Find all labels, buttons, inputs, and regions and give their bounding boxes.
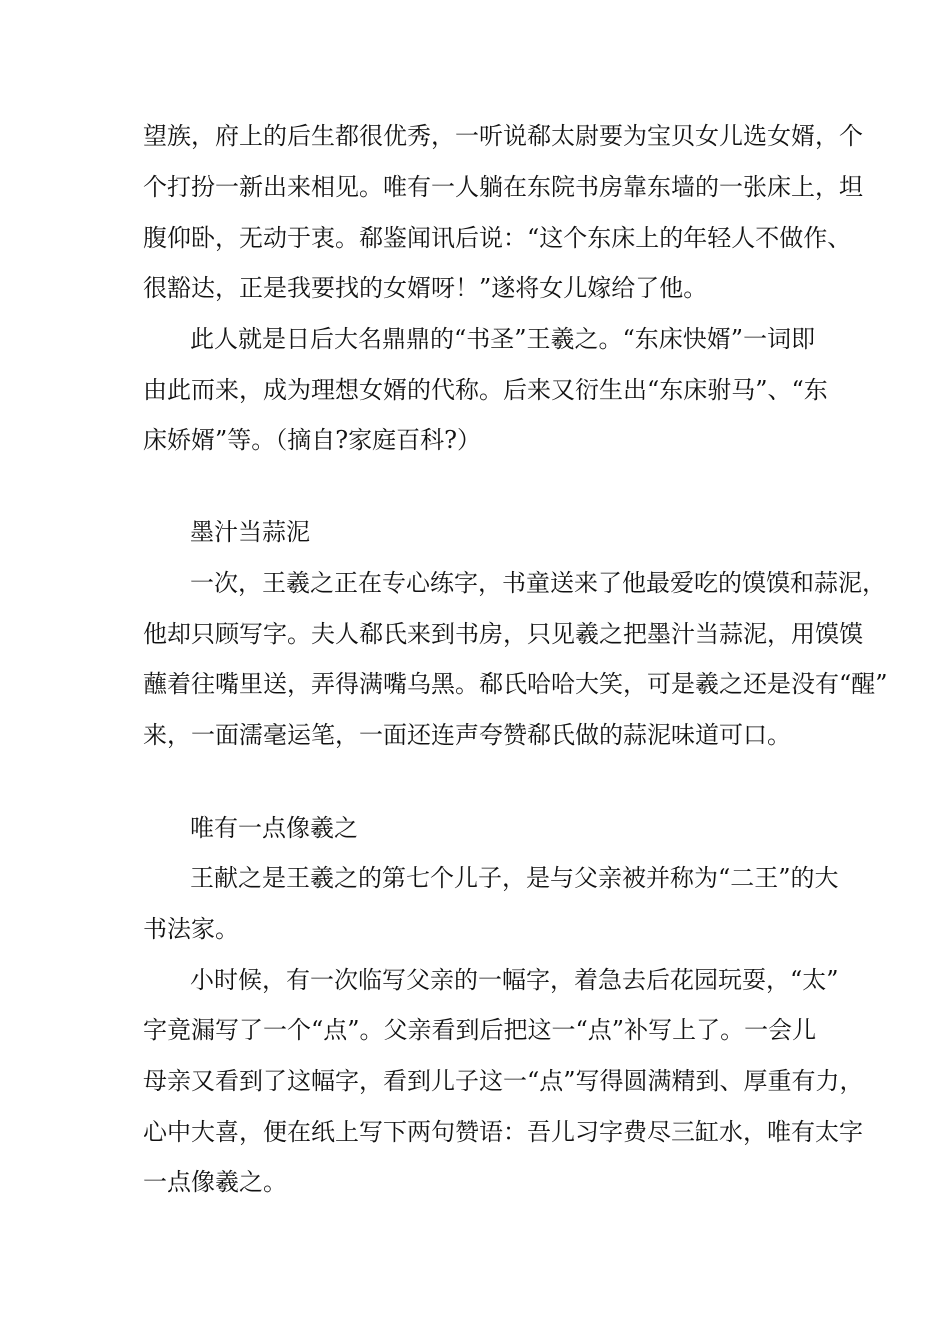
text-line: 望族，府上的后生都很优秀，一听说郗太尉要为宝贝女儿选女婿，个 xyxy=(143,122,863,150)
text-line: 由此而来，成为理想女婿的代称。后来又衍生出“东床驸马”、“东 xyxy=(143,376,828,404)
text-line: 来，一面濡毫运笔，一面还连声夸赞郗氏做的蒜泥味道可口。 xyxy=(143,721,791,749)
text-line: 字竟漏写了一个“点”。父亲看到后把这一“点”补写上了。一会儿 xyxy=(143,1016,817,1044)
text-line: 床娇婿”等。（摘自?家庭百科?） xyxy=(143,426,482,454)
text-line: 一次，王羲之正在专心练字，书童送来了他最爱吃的馍馍和蒜泥， xyxy=(190,569,886,597)
text-line: 王献之是王羲之的第七个儿子，是与父亲被并称为“二王”的大 xyxy=(190,864,839,892)
section-heading: 唯有一点像羲之 xyxy=(190,814,358,842)
text-line: 很豁达，正是我要找的女婿呀！”遂将女儿嫁给了他。 xyxy=(143,274,708,302)
text-line: 书法家。 xyxy=(143,915,239,943)
text-line: 他却只顾写字。夫人郗氏来到书房，只见羲之把墨汁当蒜泥，用馍馍 xyxy=(143,620,863,648)
text-line: 蘸着往嘴里送，弄得满嘴乌黑。郗氏哈哈大笑，可是羲之还是没有“醒” xyxy=(143,670,888,698)
text-line: 心中大喜，便在纸上写下两句赞语：吾儿习字费尽三缸水，唯有太字 xyxy=(143,1118,863,1146)
section-heading: 墨汁当蒜泥 xyxy=(190,518,310,546)
text-line: 腹仰卧，无动于衷。郗鉴闻讯后说：“这个东床上的年轻人不做作、 xyxy=(143,224,852,252)
text-line: 此人就是日后大名鼎鼎的“书圣”王羲之。“东床快婿”一词即 xyxy=(190,325,816,353)
text-line: 母亲又看到了这幅字，看到儿子这一“点”写得圆满精到、厚重有力， xyxy=(143,1067,864,1095)
text-line: 个打扮一新出来相见。唯有一人躺在东院书房靠东墙的一张床上，坦 xyxy=(143,173,863,201)
text-line: 小时候，有一次临写父亲的一幅字，着急去后花园玩耍，“太” xyxy=(190,966,839,994)
text-line: 一点像羲之。 xyxy=(143,1168,287,1196)
